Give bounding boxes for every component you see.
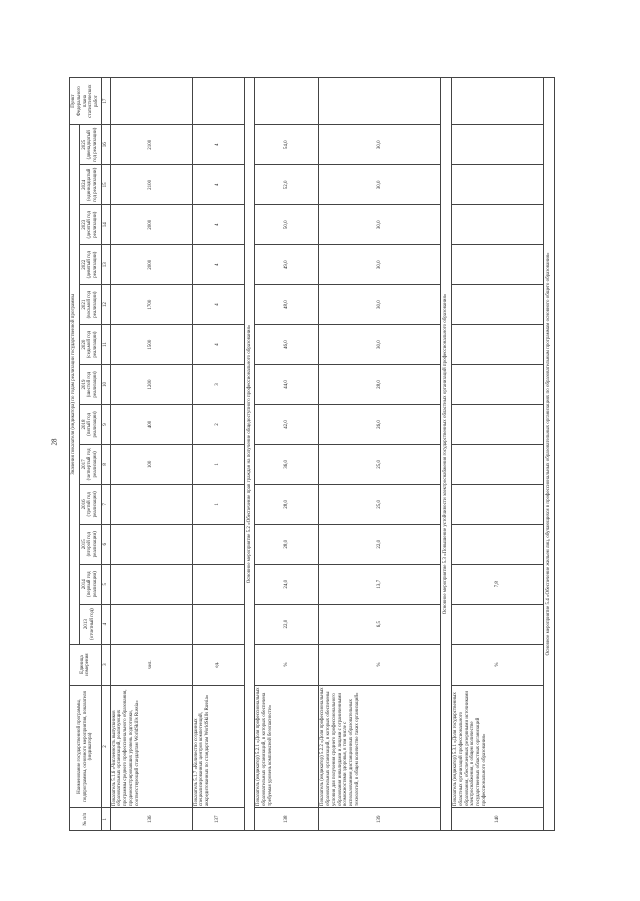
page-number: 28	[50, 438, 59, 446]
row-value	[452, 444, 544, 484]
header-year	[79, 125, 101, 165]
row-unit: %	[255, 644, 319, 685]
header-year	[79, 604, 101, 644]
row-value: 46,0	[255, 325, 319, 365]
header-year-desc: (второй год реализации)	[87, 531, 99, 558]
row-value	[192, 564, 244, 604]
row-value	[452, 404, 544, 444]
row-indicator-name: Показатель 5.1.7 «Количество созданных специализированных центров компетенций, аккредитованных по стандартам WorldSkills Russia»	[192, 685, 244, 808]
table-row	[319, 78, 441, 831]
header-year-label: 2015	[81, 539, 87, 550]
row-value: 36,0	[255, 444, 319, 484]
header-year-label: 2025	[81, 139, 87, 150]
header-year	[79, 285, 101, 325]
row-value	[110, 604, 192, 644]
header-year-desc: (четвертый год реализации)	[87, 448, 99, 481]
row-value: 7,8	[452, 564, 544, 604]
section-title: Основное мероприятие 5.3 «Повышение устойчивости электроснабжения государственных областных организаций профессионального образования»	[441, 78, 452, 831]
row-value: 30,0	[319, 325, 441, 365]
row-value: 49,0	[255, 245, 319, 285]
row-plan-item	[192, 78, 244, 125]
row-value: 100	[110, 444, 192, 484]
row-unit: ед.	[192, 644, 244, 685]
row-value: 1200	[110, 365, 192, 405]
row-plan-item	[452, 78, 544, 125]
row-value: 25,0	[319, 444, 441, 484]
section-row-5-3	[441, 78, 452, 831]
header-year	[79, 524, 101, 564]
row-value: 2	[192, 404, 244, 444]
table-row	[452, 78, 544, 831]
row-value: 44,0	[255, 365, 319, 405]
row-unit: чел.	[110, 644, 192, 685]
row-indicator-name: Показатель 5.1.6 «Численность выпускников образовательных организаций, реализующих программы среднего профессионального образования, продемонстрировавших уровень подготовки, соответствующий стандартам WorldSkills Russia»	[110, 685, 192, 808]
header-year-desc: (одиннадцатый год реализации)	[87, 167, 99, 202]
header-year-label: 2016	[81, 499, 87, 510]
header-column-numbers	[101, 78, 110, 831]
row-number: 137	[192, 808, 244, 831]
table-body	[110, 78, 554, 831]
row-value: 30,0	[319, 125, 441, 165]
row-value: 4	[192, 165, 244, 205]
header-year	[79, 404, 101, 444]
header-year-label: 2022	[81, 259, 87, 270]
header-year-desc: (отчетный год)	[90, 608, 96, 640]
row-plan-item	[319, 78, 441, 125]
row-indicator-name: Показатель (индикатор) 5.2.2 «Доля профессиональных образовательных организаций, в которых обеспечены условия для получения среднего профессионального образования инвалидами и лицами с ограниченными возможностями здоровья, в том числе с использованием дистанционных образовательных технологий, в общем количестве таких организаций»	[319, 685, 441, 808]
row-value	[110, 564, 192, 604]
row-value	[452, 125, 544, 165]
section-row-5-4	[544, 78, 555, 831]
header-year-label: 2021	[81, 299, 87, 310]
row-value: 24,0	[255, 564, 319, 604]
column-number: 8	[101, 444, 110, 484]
row-value: 4	[192, 285, 244, 325]
header-values-group: Значения показателя (индикатора) по годам реализации государственной программы	[70, 125, 80, 644]
row-value: 30,0	[319, 205, 441, 245]
header-year	[79, 205, 101, 245]
row-value: 1	[192, 444, 244, 484]
row-value: 28,0	[319, 365, 441, 405]
row-number: 138	[255, 808, 319, 831]
row-value: 22,0	[319, 524, 441, 564]
column-number: 16	[101, 125, 110, 165]
header-year	[79, 245, 101, 285]
header-year-desc: (пятый год реализации)	[87, 411, 99, 438]
row-value: 30,0	[319, 285, 441, 325]
table-row	[192, 78, 244, 831]
section-row-5-2	[244, 78, 255, 831]
row-value: 1500	[110, 325, 192, 365]
row-value: 2000	[110, 205, 192, 245]
row-value	[110, 524, 192, 564]
row-value: 30,0	[319, 245, 441, 285]
column-number: 6	[101, 524, 110, 564]
row-value: 13,7	[319, 564, 441, 604]
column-number: 4	[101, 604, 110, 644]
header-name: Наименование государственной программы, подпрограммы, основного мероприятия, показателя (индикатора)	[70, 685, 102, 808]
column-number: 12	[101, 285, 110, 325]
row-number: 136	[110, 808, 192, 831]
rotated-table-wrapper	[69, 77, 559, 831]
row-value	[192, 604, 244, 644]
header-year-desc: (девятый год реализации)	[87, 251, 99, 279]
indicator-table	[69, 77, 555, 831]
header-year-label: 2020	[81, 339, 87, 350]
column-number: 3	[101, 644, 110, 685]
row-number: 139	[319, 808, 441, 831]
header-year	[79, 325, 101, 365]
header-year-desc: (третий год реализации)	[87, 491, 99, 518]
column-number: 15	[101, 165, 110, 205]
row-value: 52,0	[255, 165, 319, 205]
row-plan-item	[110, 78, 192, 125]
row-value: 2100	[110, 165, 192, 205]
column-number: 13	[101, 245, 110, 285]
header-year-desc: (восьмой год реализации)	[87, 290, 99, 319]
row-value	[452, 245, 544, 285]
row-value	[452, 524, 544, 564]
header-plan: Пункт Федерального плана статистических работ	[70, 78, 102, 125]
column-number: 11	[101, 325, 110, 365]
header-year-desc: (шестой год реализации)	[87, 371, 99, 398]
row-value: 1	[192, 484, 244, 524]
header-year-label: 2013	[84, 619, 90, 630]
row-value: 4	[192, 245, 244, 285]
row-number: 140	[452, 808, 544, 831]
header-year	[79, 165, 101, 205]
header-number: № п/п	[70, 808, 102, 831]
header-year-desc: (седьмой год реализации)	[87, 330, 99, 359]
row-value	[110, 484, 192, 524]
section-title: Основное мероприятие 5.2 «Обеспечение прав граждан на получение общедоступного профессионального образования»	[244, 78, 255, 831]
row-unit: %	[319, 644, 441, 685]
column-number: 14	[101, 205, 110, 245]
header-year-label: 2017	[81, 459, 87, 470]
header-year	[79, 484, 101, 524]
header-year-desc: (первый год реализации)	[87, 571, 99, 598]
row-value: 4	[192, 205, 244, 245]
section-title: Основное мероприятие 5.4 «Обеспечение жильем лиц, обучающихся в профессиональных образовательных организациях по образовательным программам основного общего образования»	[544, 78, 555, 831]
row-indicator-name: Показатель (индикатор) 5.3.1 «Доля государственных областных организаций профессионального образования, обеспеченных резервными источниками электроснабжения, в общем количестве государственных областных организаций профессионального образования»	[452, 685, 544, 808]
header-year	[79, 444, 101, 484]
header-year-desc: (двенадцатый год реализации)	[87, 127, 99, 162]
row-value: 25,0	[319, 484, 441, 524]
row-value: 42,0	[255, 404, 319, 444]
header-year	[79, 564, 101, 604]
row-value: 1700	[110, 285, 192, 325]
column-number: 1	[101, 808, 110, 831]
row-value: 28,0	[255, 484, 319, 524]
header-year-label: 2019	[81, 379, 87, 390]
header-year-label: 2023	[81, 219, 87, 230]
row-value: 50,0	[255, 205, 319, 245]
row-value: 2100	[110, 125, 192, 165]
row-value: 6,5	[319, 604, 441, 644]
row-value: 4	[192, 325, 244, 365]
header-year	[79, 365, 101, 405]
row-value: 26,0	[319, 404, 441, 444]
row-value: 4	[192, 125, 244, 165]
row-value: 3	[192, 365, 244, 405]
row-value	[452, 285, 544, 325]
row-value	[452, 365, 544, 405]
column-number: 5	[101, 564, 110, 604]
header-year-desc: (десятый год реализации)	[87, 211, 99, 239]
header-year-label: 2014	[81, 579, 87, 590]
table-row	[255, 78, 319, 831]
row-value	[452, 205, 544, 245]
row-value	[452, 604, 544, 644]
column-number: 17	[101, 78, 110, 125]
row-unit: %	[452, 644, 544, 685]
column-number: 10	[101, 365, 110, 405]
column-number: 2	[101, 685, 110, 808]
row-value: 28,0	[255, 524, 319, 564]
header-year-label: 2018	[81, 419, 87, 430]
row-value: 2000	[110, 245, 192, 285]
row-value: 30,0	[319, 165, 441, 205]
row-value	[452, 325, 544, 365]
row-indicator-name: Показатель (индикатор) 5.2.1 «Доля профессиональных образовательных организаций, в которых обеспечена требуемая уровень комплексной безопасности»	[255, 685, 319, 808]
column-number: 9	[101, 404, 110, 444]
row-value: 400	[110, 404, 192, 444]
row-value	[452, 165, 544, 205]
row-value: 48,0	[255, 285, 319, 325]
row-value: 54,0	[255, 125, 319, 165]
column-number: 7	[101, 484, 110, 524]
header-unit: Единица измерения	[70, 644, 102, 685]
row-value: 22,0	[255, 604, 319, 644]
row-value	[452, 484, 544, 524]
table-row	[110, 78, 192, 831]
row-plan-item	[255, 78, 319, 125]
header-year-label: 2024	[81, 179, 87, 190]
row-value	[192, 524, 244, 564]
